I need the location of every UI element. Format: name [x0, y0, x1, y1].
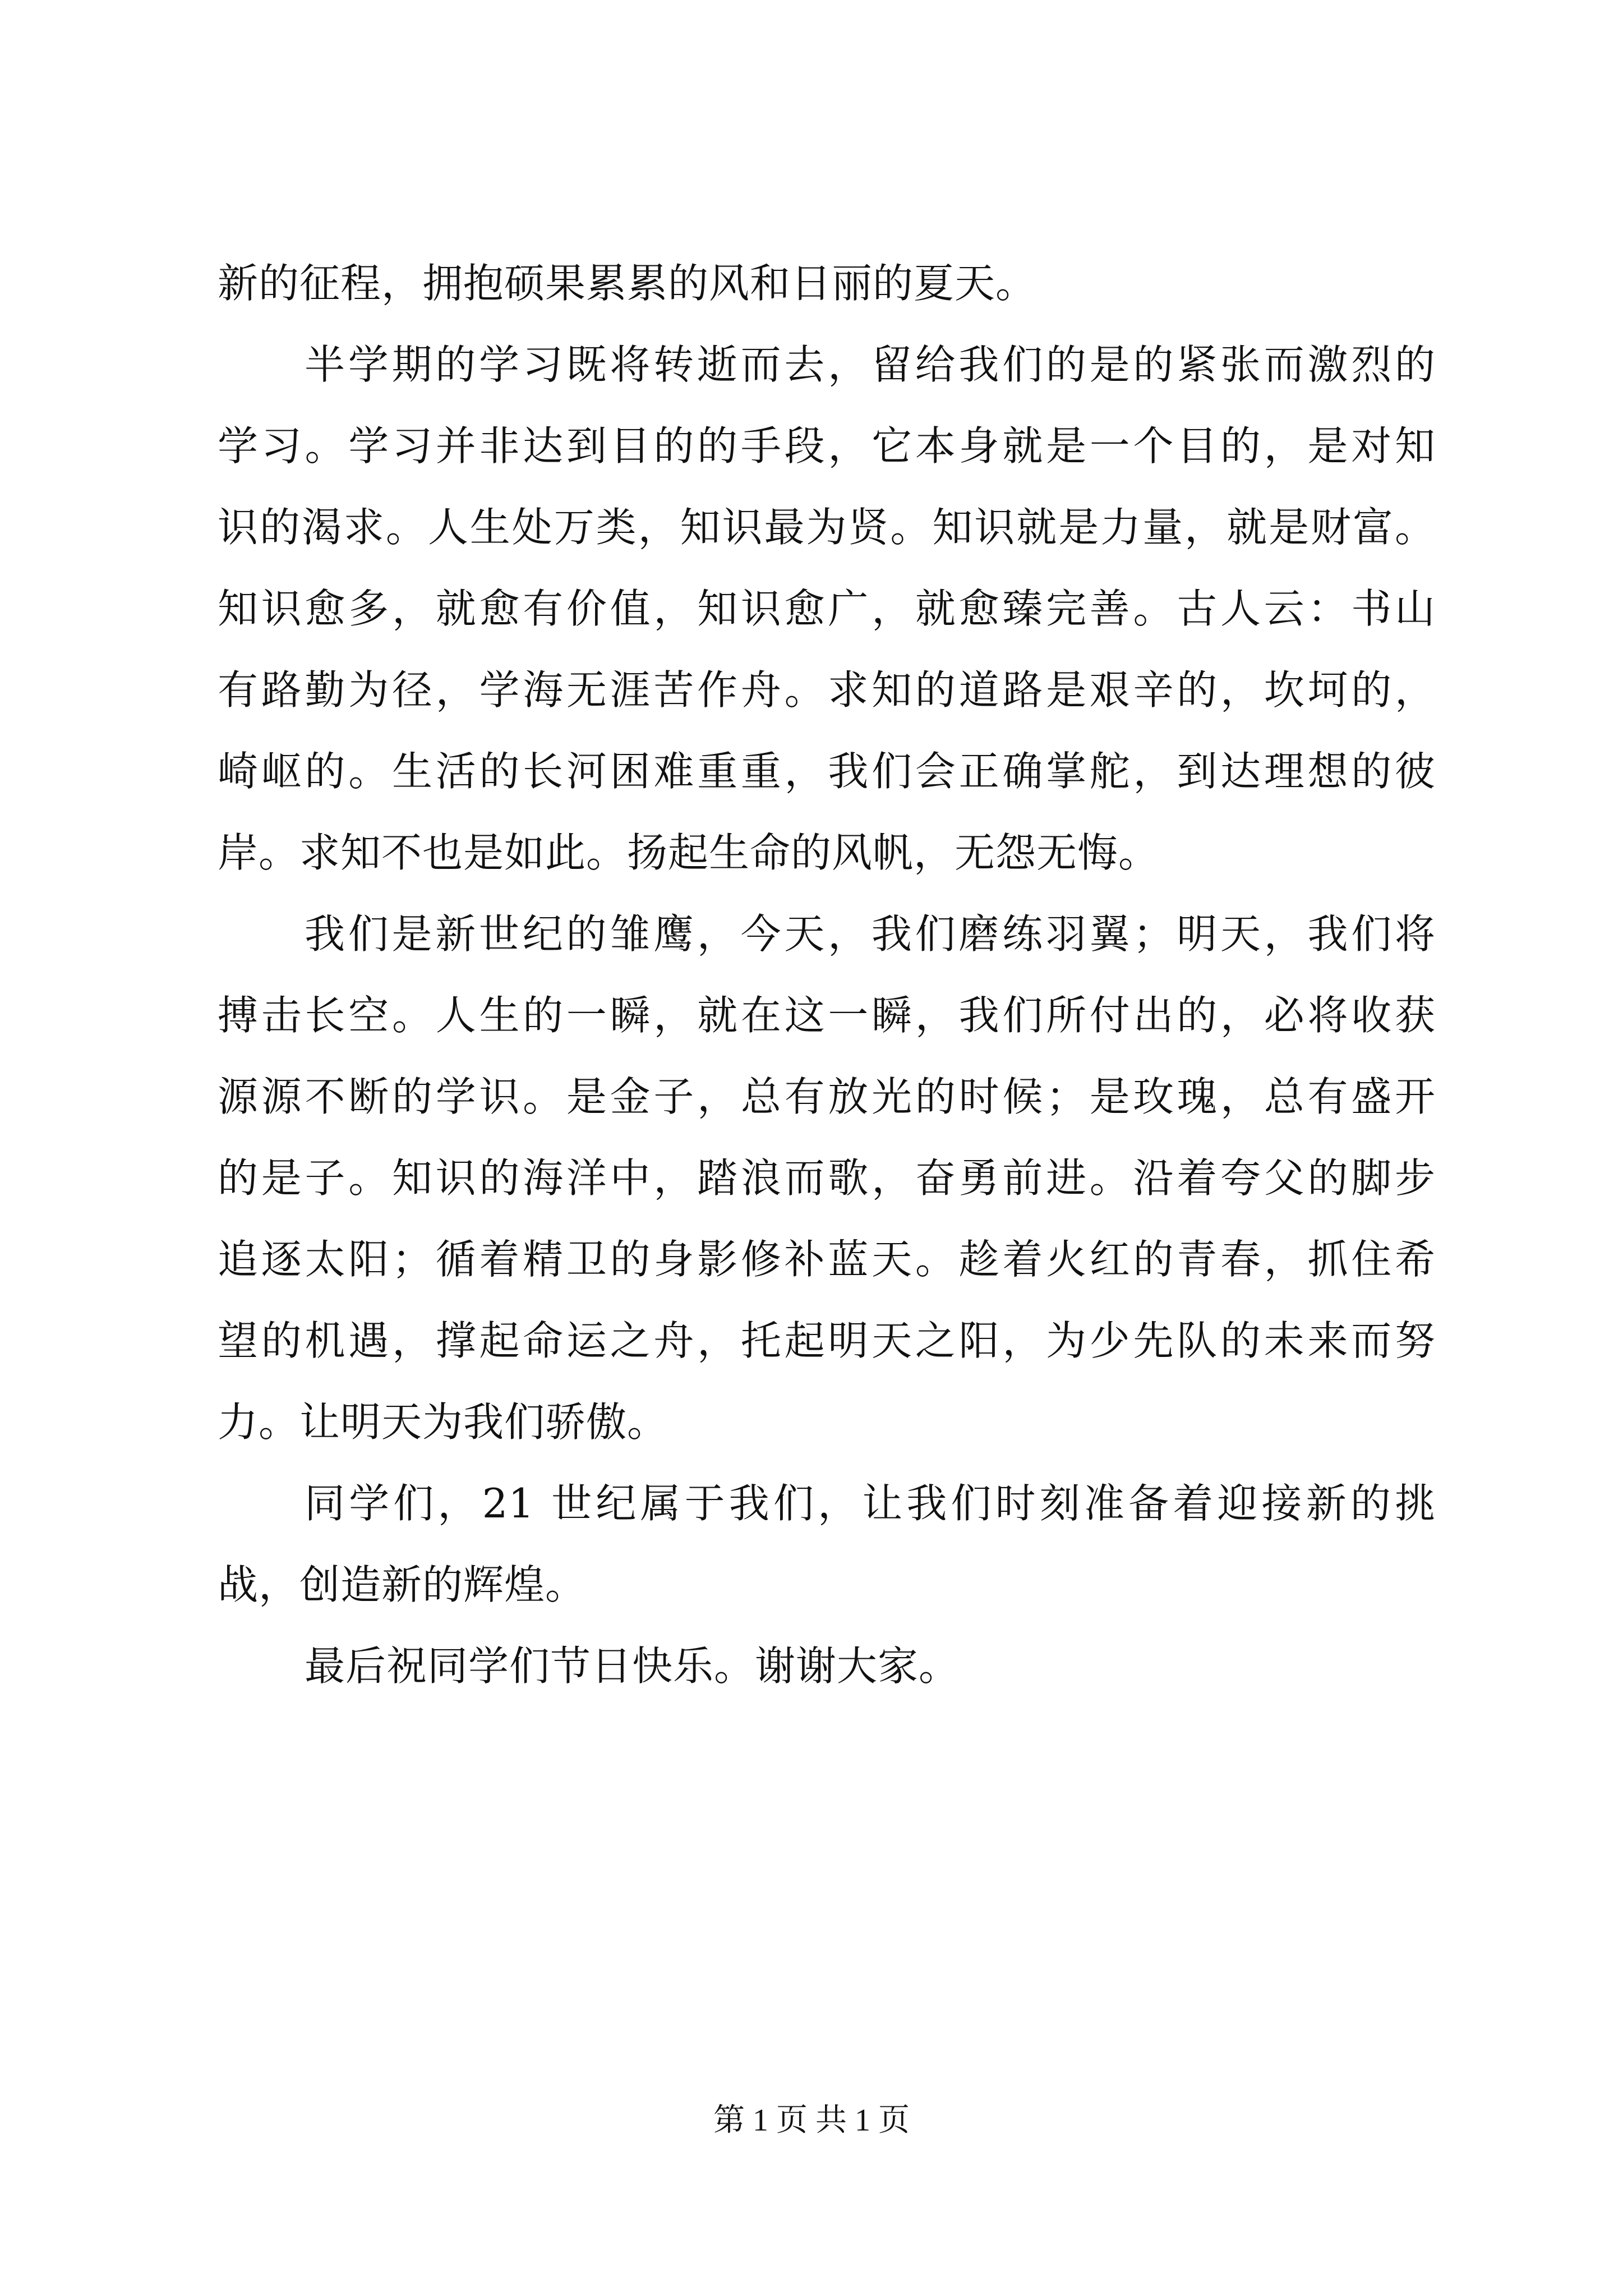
text-line: 岸。求知不也是如此。扬起生命的风帆，无怨无悔。 — [218, 829, 1160, 876]
text-line: 源源不断的学识。是金子，总有放光的时候；是玫瑰，总有盛开 — [218, 1073, 1436, 1120]
text-line: 新的征程，拥抱硕果累累的风和日丽的夏天。 — [218, 260, 1037, 307]
paragraph-first-line: 同学们，21 世纪属于我们，让我们时刻准备着迎接新的挑 — [305, 1480, 1436, 1527]
text-line: 崎岖的。生活的长河困难重重，我们会正确掌舵，到达理想的彼 — [218, 748, 1436, 795]
paragraph-first-line: 半学期的学习既将转逝而去，留给我们的是的紧张而激烈的 — [305, 341, 1436, 388]
text-line: 学习。学习并非达到目的的手段，它本身就是一个目的，是对知 — [218, 422, 1436, 470]
text-line: 追逐太阳；循着精卫的身影修补蓝天。趁着火红的青春，抓住希 — [218, 1236, 1436, 1283]
text-line: 识的渴求。人生处万类，知识最为贤。知识就是力量，就是财富。 — [218, 504, 1436, 551]
text-line: 望的机遇，撑起命运之舟，托起明天之阳，为少先队的未来而努 — [218, 1317, 1436, 1364]
text-line: 知识愈多，就愈有价值，知识愈广，就愈臻完善。古人云：书山 — [218, 585, 1436, 632]
text-line: 搏击长空。人生的一瞬，就在这一瞬，我们所付出的，必将收获 — [218, 992, 1436, 1039]
paragraph-first-line: 最后祝同学们节日快乐。谢谢大家。 — [305, 1642, 960, 1690]
text-line: 的是子。知识的海洋中，踏浪而歌，奋勇前进。沿着夸父的脚步 — [218, 1154, 1436, 1202]
text-line: 有路勤为径，学海无涯苦作舟。求知的道路是艰辛的，坎坷的， — [218, 666, 1436, 714]
text-line: 战，创造新的辉煌。 — [218, 1561, 587, 1608]
text-line: 力。让明天为我们骄傲。 — [218, 1398, 668, 1446]
page-footer: 第 1 页 共 1 页 — [713, 2103, 910, 2138]
paragraph-first-line: 我们是新世纪的雏鹰，今天，我们磨练羽翼；明天，我们将 — [305, 910, 1436, 958]
